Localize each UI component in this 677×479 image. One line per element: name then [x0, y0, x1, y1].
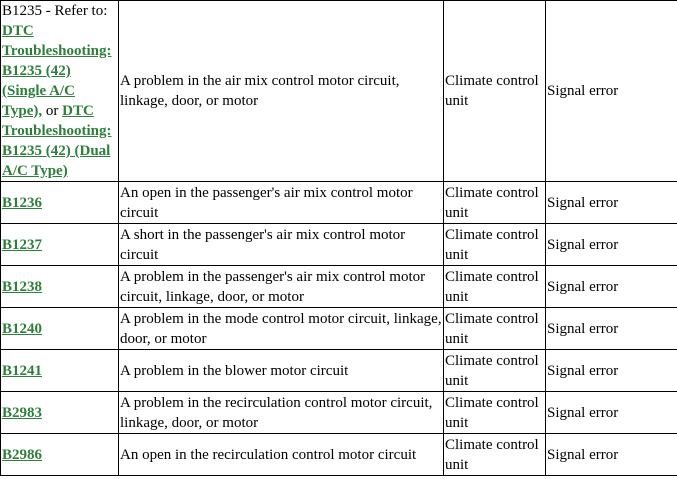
dtc-troubleshooting-link-dual[interactable]: DTC Troubleshooting: B1235 (42) (Dual A/C Type)	[2, 103, 112, 179]
table-row	[1, 308, 677, 350]
dtc-type: Signal error	[546, 350, 677, 392]
dtc-source: Climate control unit	[444, 1, 546, 182]
dtc-code-prefix: B1235 - Refer to:	[2, 3, 108, 19]
table-row	[1, 392, 677, 434]
dtc-source: Climate control unit	[444, 434, 546, 476]
dtc-description: A problem in the recirculation control motor circuit, linkage, door, or motor	[119, 392, 444, 434]
table-row	[1, 266, 677, 308]
dtc-code-link[interactable]: B1236	[2, 194, 43, 211]
dtc-code-cell	[1, 434, 119, 476]
dtc-code-cell	[1, 224, 119, 266]
dtc-source: Climate control unit	[444, 224, 546, 266]
dtc-description: An open in the recirculation control motor circuit	[119, 434, 444, 476]
dtc-code-cell	[1, 350, 119, 392]
dtc-code-link[interactable]: B1241	[2, 362, 43, 379]
dtc-description: A problem in the mode control motor circuit, linkage, door, or motor	[119, 308, 444, 350]
dtc-code-cell	[1, 266, 119, 308]
dtc-description: A problem in the air mix control motor circuit, linkage, door, or motor	[119, 1, 444, 182]
dtc-description: A problem in the passenger's air mix control motor circuit, linkage, door, or motor	[119, 266, 444, 308]
dtc-code-cell	[1, 1, 119, 182]
dtc-code-cell	[1, 308, 119, 350]
dtc-code-cell	[1, 182, 119, 224]
dtc-code-link[interactable]: B2986	[2, 446, 43, 463]
dtc-type: Signal error	[546, 308, 677, 350]
dtc-troubleshooting-link-single[interactable]: DTC Troubleshooting: B1235 (42) (Single A/C Type),	[2, 23, 112, 119]
table-row	[1, 434, 677, 476]
dtc-type: Signal error	[546, 392, 677, 434]
table-row	[1, 350, 677, 392]
link-joiner: or	[42, 103, 63, 119]
dtc-type: Signal error	[546, 266, 677, 308]
dtc-type: Signal error	[546, 182, 677, 224]
dtc-code-link[interactable]: B1240	[2, 320, 43, 337]
dtc-description: A problem in the blower motor circuit	[119, 350, 444, 392]
dtc-description: An open in the passenger's air mix control motor circuit	[119, 182, 444, 224]
dtc-code-cell	[1, 392, 119, 434]
dtc-source: Climate control unit	[444, 266, 546, 308]
dtc-type: Signal error	[546, 224, 677, 266]
dtc-code-link[interactable]: B1238	[2, 278, 43, 295]
dtc-source: Climate control unit	[444, 182, 546, 224]
dtc-code-link[interactable]: B1237	[2, 236, 43, 253]
dtc-code-link[interactable]: B2983	[2, 404, 43, 421]
dtc-description: A short in the passenger's air mix control motor circuit	[119, 224, 444, 266]
table-row	[1, 224, 677, 266]
dtc-type: Signal error	[546, 1, 677, 182]
dtc-source: Climate control unit	[444, 392, 546, 434]
table-row	[1, 182, 677, 224]
table-row	[1, 1, 677, 182]
dtc-type: Signal error	[546, 434, 677, 476]
dtc-source: Climate control unit	[444, 350, 546, 392]
dtc-source: Climate control unit	[444, 308, 546, 350]
